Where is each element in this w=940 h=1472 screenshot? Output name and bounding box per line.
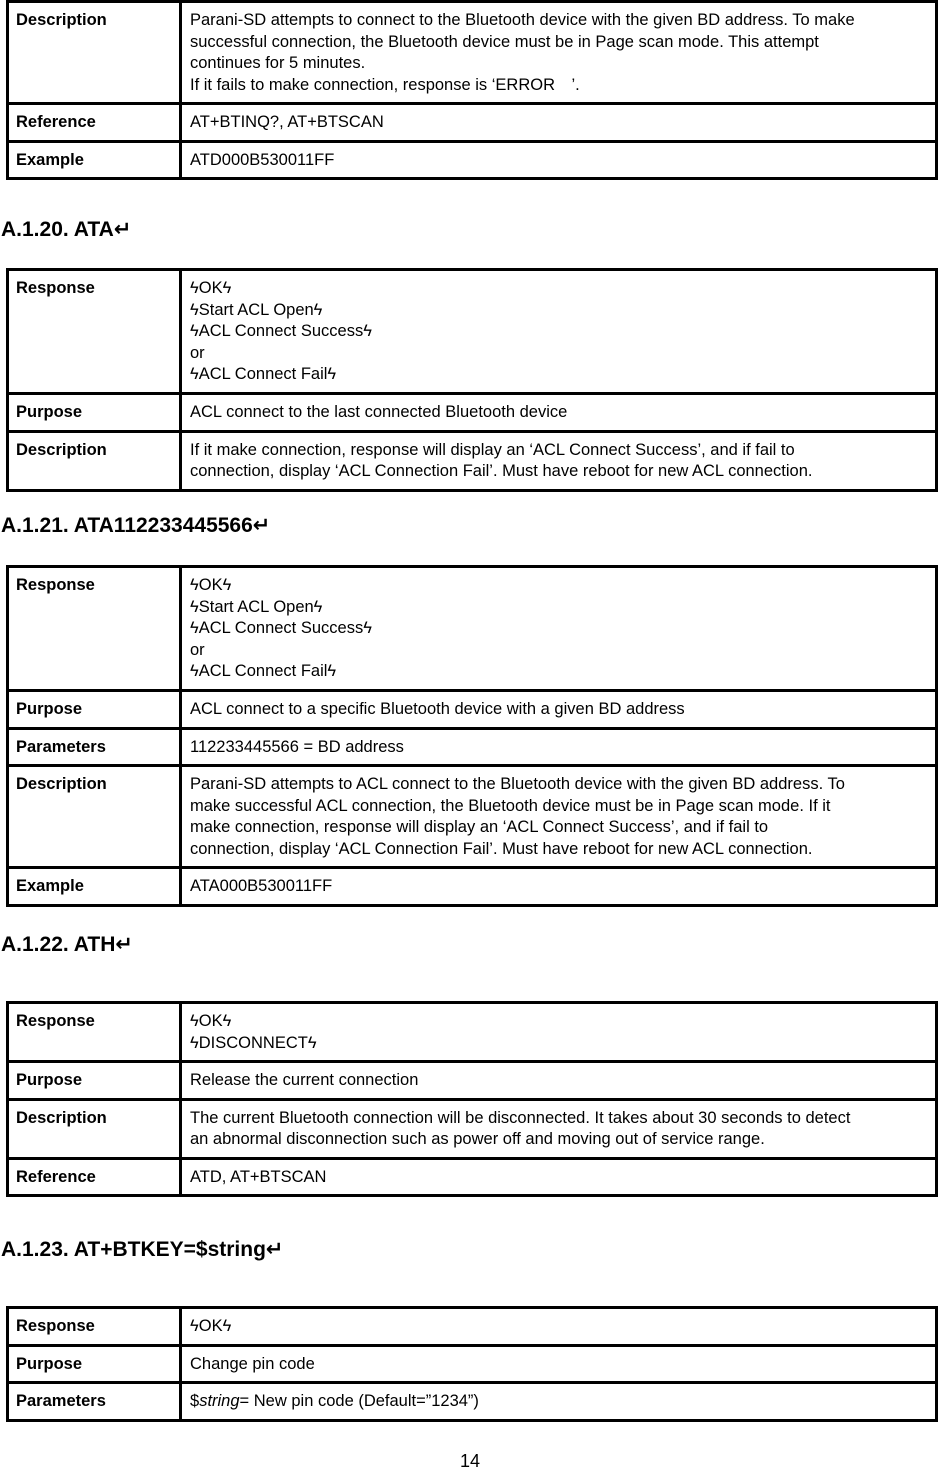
response-line: ϟACL Connect Successϟ — [190, 619, 372, 637]
response-line: or — [190, 343, 205, 362]
response-value — [181, 1003, 937, 1062]
section-heading-btkey: A.1.23. AT+BTKEY=$string ↵ — [1, 1237, 284, 1263]
page-number: 14 — [459, 1451, 481, 1471]
description-label: Description — [8, 766, 181, 868]
description-line: Parani-SD attempts to connect to the Bluetooth device with the given BD address. To make — [190, 11, 855, 29]
response-line: ϟDISCONNECTϟ — [190, 1033, 317, 1052]
response-line: ϟStart ACL Openϟ — [190, 597, 323, 616]
description-value — [181, 2, 937, 104]
purpose-value: ACL connect to the last connected Bluetooth device — [181, 394, 937, 432]
parameters-prefix: $ — [190, 1392, 200, 1410]
response-line: or — [190, 640, 205, 659]
parameters-label: Parameters — [8, 728, 181, 766]
cmd-table-ath — [6, 1001, 938, 1197]
description-value — [181, 766, 937, 868]
description-line: successful connection, the Bluetooth device must be in Page scan mode. This attempt — [190, 32, 819, 51]
response-line: ϟOKϟ — [190, 576, 232, 594]
description-line: connection, display ‘ACL Connection Fail’. Must have reboot for new ACL connection. — [190, 462, 813, 480]
response-line: ϟOKϟ — [190, 1012, 232, 1030]
purpose-value: Change pin code — [181, 1345, 937, 1383]
purpose-label: Purpose — [8, 691, 181, 729]
parameters-value: 112233445566 = BD address — [181, 728, 937, 766]
purpose-label: Purpose — [8, 1345, 181, 1383]
description-line: Parani-SD attempts to ACL connect to the Bluetooth device with the given BD address. To — [190, 775, 845, 793]
description-line: make connection, response will display an ‘ACL Connect Success’, and if fail to — [190, 818, 769, 836]
example-label: Example — [8, 141, 181, 179]
description-line: an abnormal disconnection such as power off and moving out of service range. — [190, 1130, 765, 1148]
description-value — [181, 1099, 937, 1158]
description-value — [181, 431, 937, 490]
description-line: continues for 5 minutes. — [190, 54, 366, 72]
cmd-table-btkey — [6, 1306, 938, 1422]
response-line: ϟOKϟ — [190, 279, 232, 297]
response-label: Response — [8, 1003, 181, 1062]
description-line: The current Bluetooth connection will be disconnected. It takes about 30 seconds to detect — [190, 1108, 851, 1127]
response-label: Response — [8, 567, 181, 691]
response-value — [181, 567, 937, 691]
purpose-label: Purpose — [8, 1062, 181, 1100]
cmd-table-ata-addr — [6, 565, 938, 907]
reference-label: Reference — [8, 1158, 181, 1196]
response-label: Response — [8, 1308, 181, 1346]
cmd-table-ata — [6, 268, 938, 492]
parameters-value — [181, 1383, 937, 1421]
description-line: If it make connection, response will display an ‘ACL Connect Success’, and if fail to — [190, 440, 795, 459]
description-line: connection, display ‘ACL Connection Fail’. Must have reboot for new ACL connection. — [190, 839, 813, 858]
example-value: ATA000B530011FF — [181, 868, 937, 906]
parameters-rest: = New pin code (Default=”1234”) — [239, 1392, 479, 1410]
section-heading-ata-addr: A.1.21. ATA112233445566 ↵ — [1, 513, 270, 539]
cmd-table-atd — [6, 0, 938, 180]
description-label: Description — [8, 1099, 181, 1158]
section-heading-ath: A.1.22. ATH ↵ — [1, 932, 133, 958]
response-value: ϟOKϟ — [181, 1308, 937, 1346]
response-line: ϟACL Connect Successϟ — [190, 322, 372, 340]
reference-value: AT+BTINQ?, AT+BTSCAN — [181, 104, 937, 142]
response-line: ϟStart ACL Openϟ — [190, 300, 323, 319]
section-heading-ata: A.1.20. ATA ↵ — [1, 217, 131, 243]
purpose-value: Release the current connection — [181, 1062, 937, 1100]
example-value: ATD000B530011FF — [181, 141, 937, 179]
response-line: ϟACL Connect Failϟ — [190, 662, 337, 680]
reference-label: Reference — [8, 104, 181, 142]
description-line: make successful ACL connection, the Bluetooth device must be in Page scan mode. If it — [190, 796, 831, 815]
response-line: ϟACL Connect Failϟ — [190, 365, 337, 383]
description-label: Description — [8, 2, 181, 104]
response-label: Response — [8, 270, 181, 394]
example-label: Example — [8, 868, 181, 906]
purpose-label: Purpose — [8, 394, 181, 432]
description-line: If it fails to make connection, response is ‘ERROR ’. — [190, 75, 580, 94]
description-label: Description — [8, 431, 181, 490]
reference-value: ATD, AT+BTSCAN — [181, 1158, 937, 1196]
purpose-value: ACL connect to a specific Bluetooth device with a given BD address — [181, 691, 937, 729]
parameters-label: Parameters — [8, 1383, 181, 1421]
response-value — [181, 270, 937, 394]
parameters-variable: string — [199, 1392, 240, 1410]
